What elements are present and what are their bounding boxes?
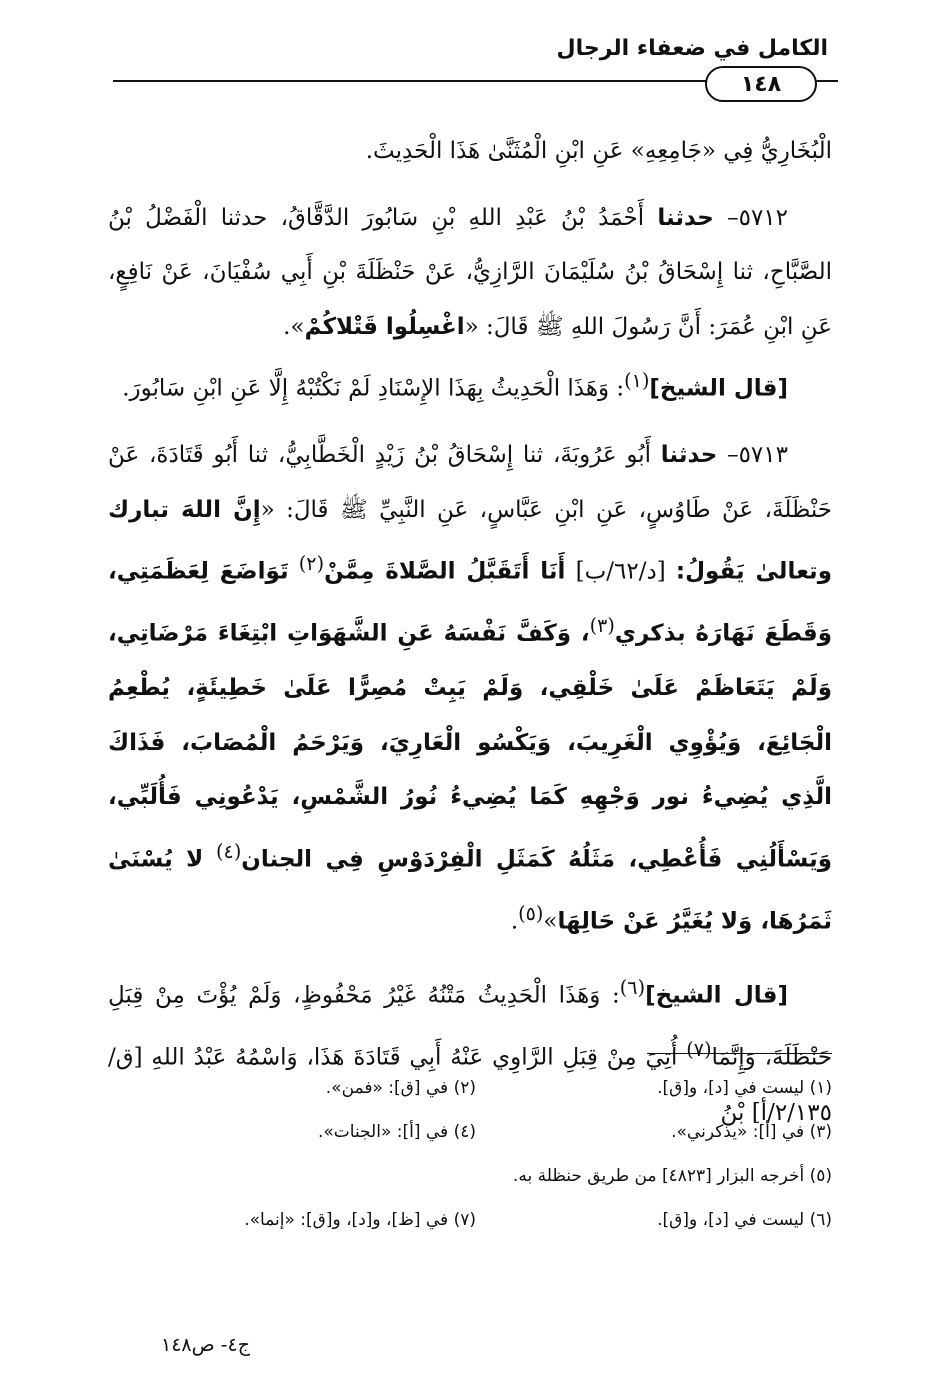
volume-page-reference: ج٤- ص١٤٨ (161, 1334, 250, 1356)
manuscript-ref: [د/٦٢/ب] (575, 558, 666, 585)
footnote-5: (٥) أخرجه البزار [٤٨٢٣] من طريق حنظلة به. (512, 1166, 832, 1186)
footnote-ref-6: (٦) (619, 976, 646, 1000)
narration-keyword: حدثنا (657, 204, 714, 231)
footnote-rule (647, 1053, 832, 1054)
hadith-5712: ٥٧١٢– حدثنا أَحْمَدُ بْنُ عَبْدِ اللهِ بْنِ سَابُورَ الدَّقَّاقُ، حدثنا الْفَضْلُ بْنُ الصَّبَّاحِ، ثنا إِسْحَاقُ بْنُ سُلَيْمَانَ الرَّازِيُّ، عَنْ حَنْظَلَةَ بْنِ أَبِي سُفْيَانَ، عَنْ نَافِعٍ، عَنِ ابْنِ عُمَرَ: أَنَّ رَسُولَ اللهِ ﷺ قَالَ: «اغْسِلُوا قَتْلاكُمْ». (108, 204, 832, 340)
shaykh-comment-2: [قال الشيخ]$^{(٦)}$: وَهَذَا الْحَدِيثُ مَتْنُهُ غَيْرُ مَحْفُوظٍ، وَلَمْ يُؤْتَ مِنْ قِبَلِ حَنْظَلَةَ، وَإِنَّمَا$^{(٧)}$ أُتِيَ مِنْ قِبَلِ الرَّاوِي عَنْهُ أَبِي قَتَادَةَ هَذَا، وَاسْمُهُ عَبْدُ اللهِ [ق/٢/١٣٥/أ] بْنُ (108, 976, 833, 1126)
hadith-number: ٥٧١٣ (738, 442, 788, 469)
hadith-5713: ٥٧١٣– حدثنا أَبُو عَرُوبَةَ، ثنا إِسْحَاقُ بْنُ زَيْدٍ الْخَطَّابِيُّ، ثنا أَبُو قَتَادَةَ، عَنْ حَنْظَلَةَ، عَنْ طَاوُسٍ، عَنِ ابْنِ عَبَّاسٍ، عَنِ النَّبِيِّ ﷺ قَالَ: «إِنَّ اللهَ تبارك وتعالىٰ يَقُولُ: [د/٦٢/ب] أَنَا أَتَقَبَّلُ الصَّلاةَ مِمَّنْ$^{(٢)}$ تَوَاضَعَ لِعَظَمَتِي، وَقَطَعَ نَهَارَهُ بذكري$^{(٣)}$، وَكَفَّ نَفْسَهُ عَنِ الشَّهَوَاتِ ابْتِغَاءَ مَرْضَاتِي، وَلَمْ يَتَعَاظَمْ عَلَىٰ خَلْقِي، وَلَمْ يَبِتْ مُصِرًّا عَلَىٰ خَطِيئَةٍ، يُطْعِمُ الْجَائِعَ، وَيُؤْوِي الْغَرِيبَ، وَيَكْسُو الْعَارِيَ، وَيَرْحَمُ الْمُصَابَ، فَذَاكَ الَّذِي يُضِيءُ نور وَجْهِهِ كَمَا يُضِيءُ نُورُ الشَّمْسِ، يَدْعُونِي فَأُلَبِّي، وَيَسْأَلُنِي فَأُعْطِي، مَثَلُهُ كَمَثَلِ الْفِرْدَوْسِ فِي الجنان$^{(٤)}$ لا يُسْنَىٰ ثَمَرُهَا، وَلا يُغَيَّرُ عَنْ حَالِهَا»$^{(٥)}$. (108, 442, 833, 935)
footnote-ref-2: (٢) (298, 552, 325, 576)
footnote-ref-1: (١) (624, 369, 650, 392)
footnote-6: (٦) ليست في [د]، و[ق]. (657, 1210, 832, 1230)
narration-keyword: حدثنا (660, 442, 718, 469)
footnote-7: (٧) في [ظ]، و[د]، و[ق]: «إنما». (244, 1210, 476, 1230)
hadith-text: اغْسِلُوا قَتْلاكُمْ (304, 313, 465, 340)
shaykh-label: [قال الشيخ] (645, 982, 788, 1009)
running-title: الكامل في ضعفاء الرجال (556, 36, 828, 61)
page-number: ١٤٨ (740, 71, 782, 97)
paragraph-continuation: الْبُخَارِيُّ فِي «جَامِعِهِ» عَنِ ابْنِ الْمُثَنَّىٰ هَذَا الْحَدِيثَ. (365, 138, 832, 164)
footnotes (120, 1066, 832, 1242)
footnote-2: (٢) في [ق]: «فمن». (325, 1078, 476, 1098)
shaykh-label: [قال الشيخ] (649, 375, 788, 402)
footnote-ref-3: (٣) (589, 614, 615, 638)
body-text (108, 124, 832, 1140)
footnote-1: (١) ليست في [د]، و[ق]. (657, 1078, 832, 1098)
footnote-ref-4: (٤) (216, 839, 242, 863)
footnote-3: (٣) في [أ]: «يذكرني». (671, 1122, 832, 1142)
footnote-4: (٤) في [أ]: «الجنات». (317, 1122, 476, 1142)
hadith-text: إِنَّ اللهَ تبارك وتعالىٰ يَقُولُ: (108, 496, 832, 585)
page-number-badge (705, 66, 817, 102)
hadith-number: ٥٧١٢ (738, 204, 789, 231)
shaykh-comment-1: [قال الشيخ]$^{(١)}$: وَهَذَا الْحَدِيثُ بِهَذَا الإِسْنَادِ لَمْ نَكْتُبْهُ إِلَّا عَنِ ابْنِ سَابُورَ. (122, 369, 788, 402)
footnote-ref-5: (٥) (518, 902, 544, 926)
footnote-ref-7: (٧) (686, 1038, 712, 1062)
